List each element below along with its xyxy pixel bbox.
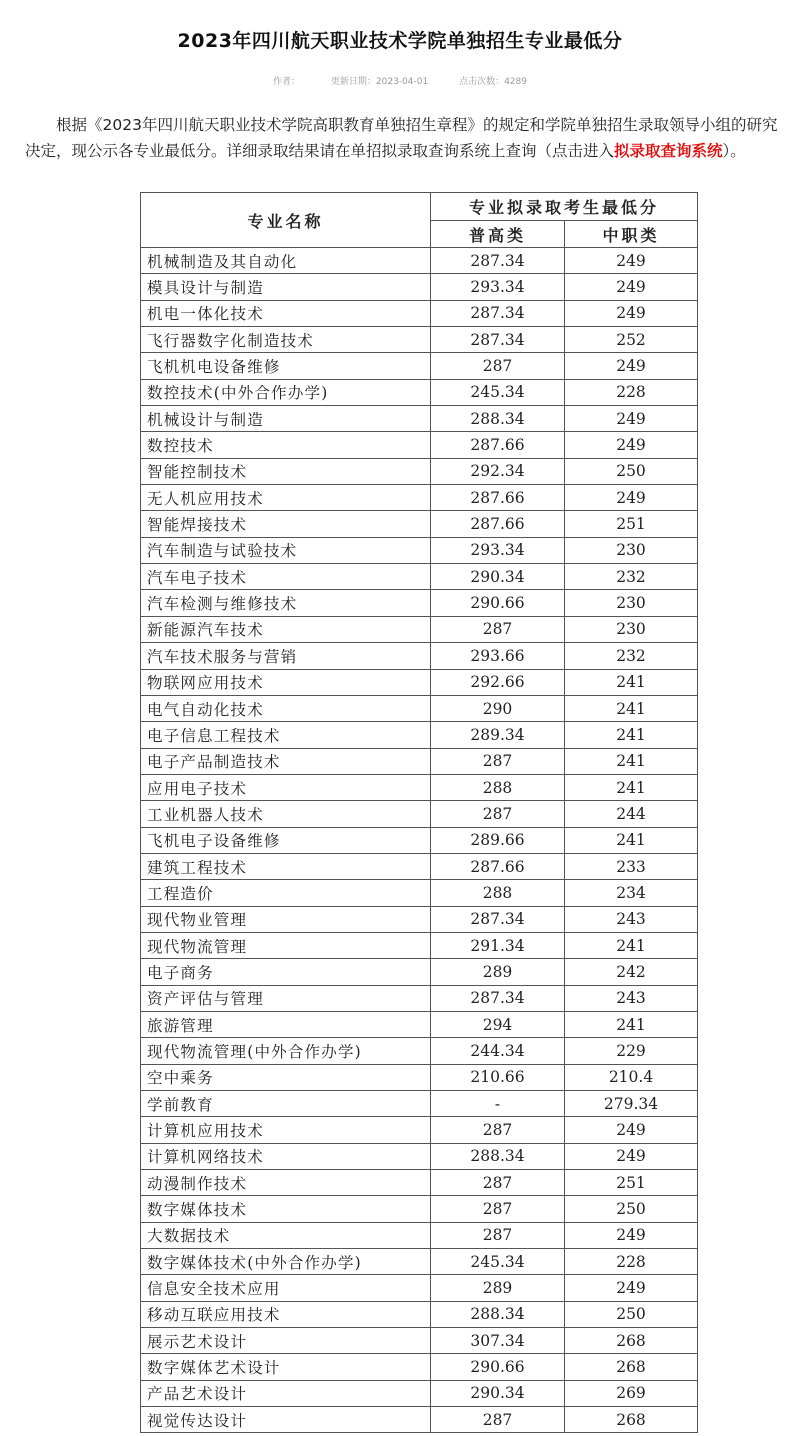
table-row	[141, 511, 698, 537]
major-name-cell: 机电一体化技术	[141, 300, 431, 326]
general-score-cell: 288.34	[431, 406, 565, 432]
major-name-cell: 模具设计与制造	[141, 274, 431, 300]
major-name-cell: 智能焊接技术	[141, 511, 431, 537]
table-row	[141, 274, 698, 300]
general-score-cell: 290	[431, 695, 565, 721]
table-row	[141, 827, 698, 853]
vocational-score-cell: 228	[565, 1249, 698, 1275]
table-row	[141, 932, 698, 958]
major-name-cell: 计算机网络技术	[141, 1143, 431, 1169]
major-name-cell: 电气自动化技术	[141, 695, 431, 721]
major-name-cell: 机械设计与制造	[141, 406, 431, 432]
major-name-cell: 工业机器人技术	[141, 801, 431, 827]
table-row	[141, 458, 698, 484]
table-row	[141, 379, 698, 405]
major-name-cell: 汽车技术服务与营销	[141, 643, 431, 669]
table-row	[141, 801, 698, 827]
general-score-cell: 291.34	[431, 932, 565, 958]
major-name-cell: 移动互联应用技术	[141, 1301, 431, 1327]
general-score-cell: 292.66	[431, 669, 565, 695]
major-name-cell: 汽车电子技术	[141, 564, 431, 590]
vocational-score-cell: 279.34	[565, 1091, 698, 1117]
major-name-cell: 飞行器数字化制造技术	[141, 327, 431, 353]
vocational-score-cell: 242	[565, 959, 698, 985]
major-name-cell: 数控技术(中外合作办学)	[141, 379, 431, 405]
table-row	[141, 406, 698, 432]
table-row	[141, 1170, 698, 1196]
table-row	[141, 564, 698, 590]
table-body	[141, 248, 698, 1433]
major-name-cell: 信息安全技术应用	[141, 1275, 431, 1301]
general-score-cell: 288.34	[431, 1301, 565, 1327]
table-row	[141, 248, 698, 274]
vocational-score-cell: 249	[565, 353, 698, 379]
general-score-cell: 288	[431, 880, 565, 906]
vocational-score-cell: 249	[565, 1117, 698, 1143]
vocational-score-cell: 243	[565, 985, 698, 1011]
vocational-score-cell: 249	[565, 1143, 698, 1169]
score-table	[140, 192, 698, 1433]
general-score-cell: 287	[431, 1170, 565, 1196]
vocational-score-cell: 210.4	[565, 1064, 698, 1090]
vocational-score-cell: 250	[565, 1301, 698, 1327]
table-row	[141, 1143, 698, 1169]
major-name-cell: 应用电子技术	[141, 774, 431, 800]
major-name-cell: 数控技术	[141, 432, 431, 458]
general-score-cell: 289.66	[431, 827, 565, 853]
table-row	[141, 432, 698, 458]
major-name-cell: 计算机应用技术	[141, 1117, 431, 1143]
general-score-cell: 292.34	[431, 458, 565, 484]
major-name-cell: 动漫制作技术	[141, 1170, 431, 1196]
vocational-score-cell: 268	[565, 1328, 698, 1354]
general-score-cell: 287.66	[431, 485, 565, 511]
vocational-score-cell: 251	[565, 1170, 698, 1196]
table-row	[141, 1091, 698, 1117]
major-name-cell: 现代物流管理(中外合作办学)	[141, 1038, 431, 1064]
major-name-cell: 数字媒体技术(中外合作办学)	[141, 1249, 431, 1275]
table-row	[141, 669, 698, 695]
meta-author: 作者：	[273, 77, 301, 87]
vocational-score-cell: 249	[565, 300, 698, 326]
general-score-cell: 288.34	[431, 1143, 565, 1169]
general-score-cell: 289	[431, 1275, 565, 1301]
table-row	[141, 695, 698, 721]
table-row	[141, 1301, 698, 1327]
general-score-cell: 293.34	[431, 274, 565, 300]
table-row	[141, 1328, 698, 1354]
vocational-score-cell: 232	[565, 643, 698, 669]
general-score-cell: 287	[431, 1222, 565, 1248]
table-row	[141, 643, 698, 669]
vocational-score-cell: 243	[565, 906, 698, 932]
general-score-cell: -	[431, 1091, 565, 1117]
major-name-cell: 新能源汽车技术	[141, 616, 431, 642]
table-row	[141, 1064, 698, 1090]
vocational-score-cell: 234	[565, 880, 698, 906]
vocational-score-cell: 249	[565, 248, 698, 274]
vocational-score-cell: 250	[565, 1196, 698, 1222]
intro-text: 根据《2023年四川航天职业技术学院高职教育单独招生章程》的规定和学院单独招生录取领导小组的研究决定，现公示各专业最低分。详细录取结果请在单招拟录取查询系统上查询（点击进入	[25, 116, 778, 160]
major-name-cell: 大数据技术	[141, 1222, 431, 1248]
general-score-cell: 210.66	[431, 1064, 565, 1090]
header-min-score: 专业拟录取考生最低分	[431, 193, 698, 221]
general-score-cell: 289.34	[431, 722, 565, 748]
major-name-cell: 智能控制技术	[141, 458, 431, 484]
vocational-score-cell: 249	[565, 485, 698, 511]
meta-date: 更新日期：2023-04-01	[330, 77, 429, 87]
major-name-cell: 数字媒体技术	[141, 1196, 431, 1222]
table-row	[141, 1117, 698, 1143]
major-name-cell: 无人机应用技术	[141, 485, 431, 511]
table-row	[141, 485, 698, 511]
general-score-cell: 287	[431, 1117, 565, 1143]
major-name-cell: 产品艺术设计	[141, 1380, 431, 1406]
table-row	[141, 985, 698, 1011]
table-row	[141, 959, 698, 985]
vocational-score-cell: 241	[565, 932, 698, 958]
table-row	[141, 880, 698, 906]
vocational-score-cell: 244	[565, 801, 698, 827]
table-row	[141, 1038, 698, 1064]
general-score-cell: 287.34	[431, 985, 565, 1011]
general-score-cell: 287.34	[431, 327, 565, 353]
general-score-cell: 293.34	[431, 537, 565, 563]
table-row	[141, 1011, 698, 1037]
table-row	[141, 1354, 698, 1380]
table-row	[141, 853, 698, 879]
table-row	[141, 906, 698, 932]
vocational-score-cell: 228	[565, 379, 698, 405]
general-score-cell: 245.34	[431, 379, 565, 405]
table-row	[141, 1407, 698, 1433]
table-row	[141, 327, 698, 353]
general-score-cell: 245.34	[431, 1249, 565, 1275]
vocational-score-cell: 269	[565, 1380, 698, 1406]
vocational-score-cell: 230	[565, 616, 698, 642]
table-row	[141, 722, 698, 748]
general-score-cell: 287.34	[431, 300, 565, 326]
major-name-cell: 汽车制造与试验技术	[141, 537, 431, 563]
table-row	[141, 590, 698, 616]
major-name-cell: 电子产品制造技术	[141, 748, 431, 774]
general-score-cell: 290.34	[431, 564, 565, 590]
table-row	[141, 1380, 698, 1406]
major-name-cell: 旅游管理	[141, 1011, 431, 1037]
vocational-score-cell: 249	[565, 406, 698, 432]
general-score-cell: 287	[431, 748, 565, 774]
score-table-container	[140, 192, 697, 1433]
vocational-score-cell: 241	[565, 669, 698, 695]
table-row	[141, 748, 698, 774]
vocational-score-cell: 249	[565, 1222, 698, 1248]
major-name-cell: 数字媒体艺术设计	[141, 1354, 431, 1380]
major-name-cell: 飞机电子设备维修	[141, 827, 431, 853]
vocational-score-cell: 241	[565, 722, 698, 748]
table-row	[141, 1275, 698, 1301]
vocational-score-cell: 241	[565, 1011, 698, 1037]
vocational-score-cell: 241	[565, 748, 698, 774]
query-system-link[interactable]: 拟录取查询系统	[614, 142, 723, 160]
general-score-cell: 288	[431, 774, 565, 800]
vocational-score-cell: 232	[565, 564, 698, 590]
vocational-score-cell: 250	[565, 458, 698, 484]
vocational-score-cell: 241	[565, 774, 698, 800]
vocational-score-cell: 251	[565, 511, 698, 537]
general-score-cell: 287.34	[431, 248, 565, 274]
general-score-cell: 287.66	[431, 432, 565, 458]
major-name-cell: 学前教育	[141, 1091, 431, 1117]
general-score-cell: 293.66	[431, 643, 565, 669]
general-score-cell: 287.34	[431, 906, 565, 932]
major-name-cell: 电子商务	[141, 959, 431, 985]
vocational-score-cell: 241	[565, 827, 698, 853]
vocational-score-cell: 230	[565, 590, 698, 616]
major-name-cell: 现代物业管理	[141, 906, 431, 932]
major-name-cell: 资产评估与管理	[141, 985, 431, 1011]
major-name-cell: 汽车检测与维修技术	[141, 590, 431, 616]
vocational-score-cell: 233	[565, 853, 698, 879]
general-score-cell: 244.34	[431, 1038, 565, 1064]
general-score-cell: 287	[431, 616, 565, 642]
major-name-cell: 展示艺术设计	[141, 1328, 431, 1354]
article-title: 2023年四川航天职业技术学院单独招生专业最低分	[177, 30, 623, 52]
vocational-score-cell: 268	[565, 1407, 698, 1433]
major-name-cell: 现代物流管理	[141, 932, 431, 958]
intro-tail: ）。	[722, 142, 746, 160]
general-score-cell: 287	[431, 1407, 565, 1433]
general-score-cell: 290.66	[431, 590, 565, 616]
header-general-high-school: 普高类	[431, 221, 565, 248]
table-row	[141, 353, 698, 379]
major-name-cell: 工程造价	[141, 880, 431, 906]
vocational-score-cell: 249	[565, 432, 698, 458]
vocational-score-cell: 249	[565, 274, 698, 300]
general-score-cell: 290.34	[431, 1380, 565, 1406]
vocational-score-cell: 229	[565, 1038, 698, 1064]
header-vocational: 中职类	[565, 221, 698, 248]
general-score-cell: 287.66	[431, 853, 565, 879]
header-major-name: 专业名称	[141, 193, 431, 248]
vocational-score-cell: 241	[565, 695, 698, 721]
table-row	[141, 616, 698, 642]
general-score-cell: 287	[431, 1196, 565, 1222]
major-name-cell: 空中乘务	[141, 1064, 431, 1090]
table-row	[141, 1249, 698, 1275]
intro-paragraph	[25, 112, 787, 164]
general-score-cell: 287	[431, 801, 565, 827]
major-name-cell: 物联网应用技术	[141, 669, 431, 695]
major-name-cell: 机械制造及其自动化	[141, 248, 431, 274]
table-row	[141, 774, 698, 800]
general-score-cell: 290.66	[431, 1354, 565, 1380]
general-score-cell: 289	[431, 959, 565, 985]
major-name-cell: 飞机机电设备维修	[141, 353, 431, 379]
vocational-score-cell: 249	[565, 1275, 698, 1301]
general-score-cell: 287	[431, 353, 565, 379]
table-row	[141, 300, 698, 326]
article-meta	[0, 74, 800, 87]
general-score-cell: 287.66	[431, 511, 565, 537]
table-row	[141, 1222, 698, 1248]
general-score-cell: 294	[431, 1011, 565, 1037]
meta-views: 点击次数：4289	[459, 77, 527, 87]
table-row	[141, 537, 698, 563]
general-score-cell: 307.34	[431, 1328, 565, 1354]
table-row	[141, 1196, 698, 1222]
major-name-cell: 视觉传达设计	[141, 1407, 431, 1433]
major-name-cell: 建筑工程技术	[141, 853, 431, 879]
vocational-score-cell: 268	[565, 1354, 698, 1380]
vocational-score-cell: 230	[565, 537, 698, 563]
major-name-cell: 电子信息工程技术	[141, 722, 431, 748]
vocational-score-cell: 252	[565, 327, 698, 353]
